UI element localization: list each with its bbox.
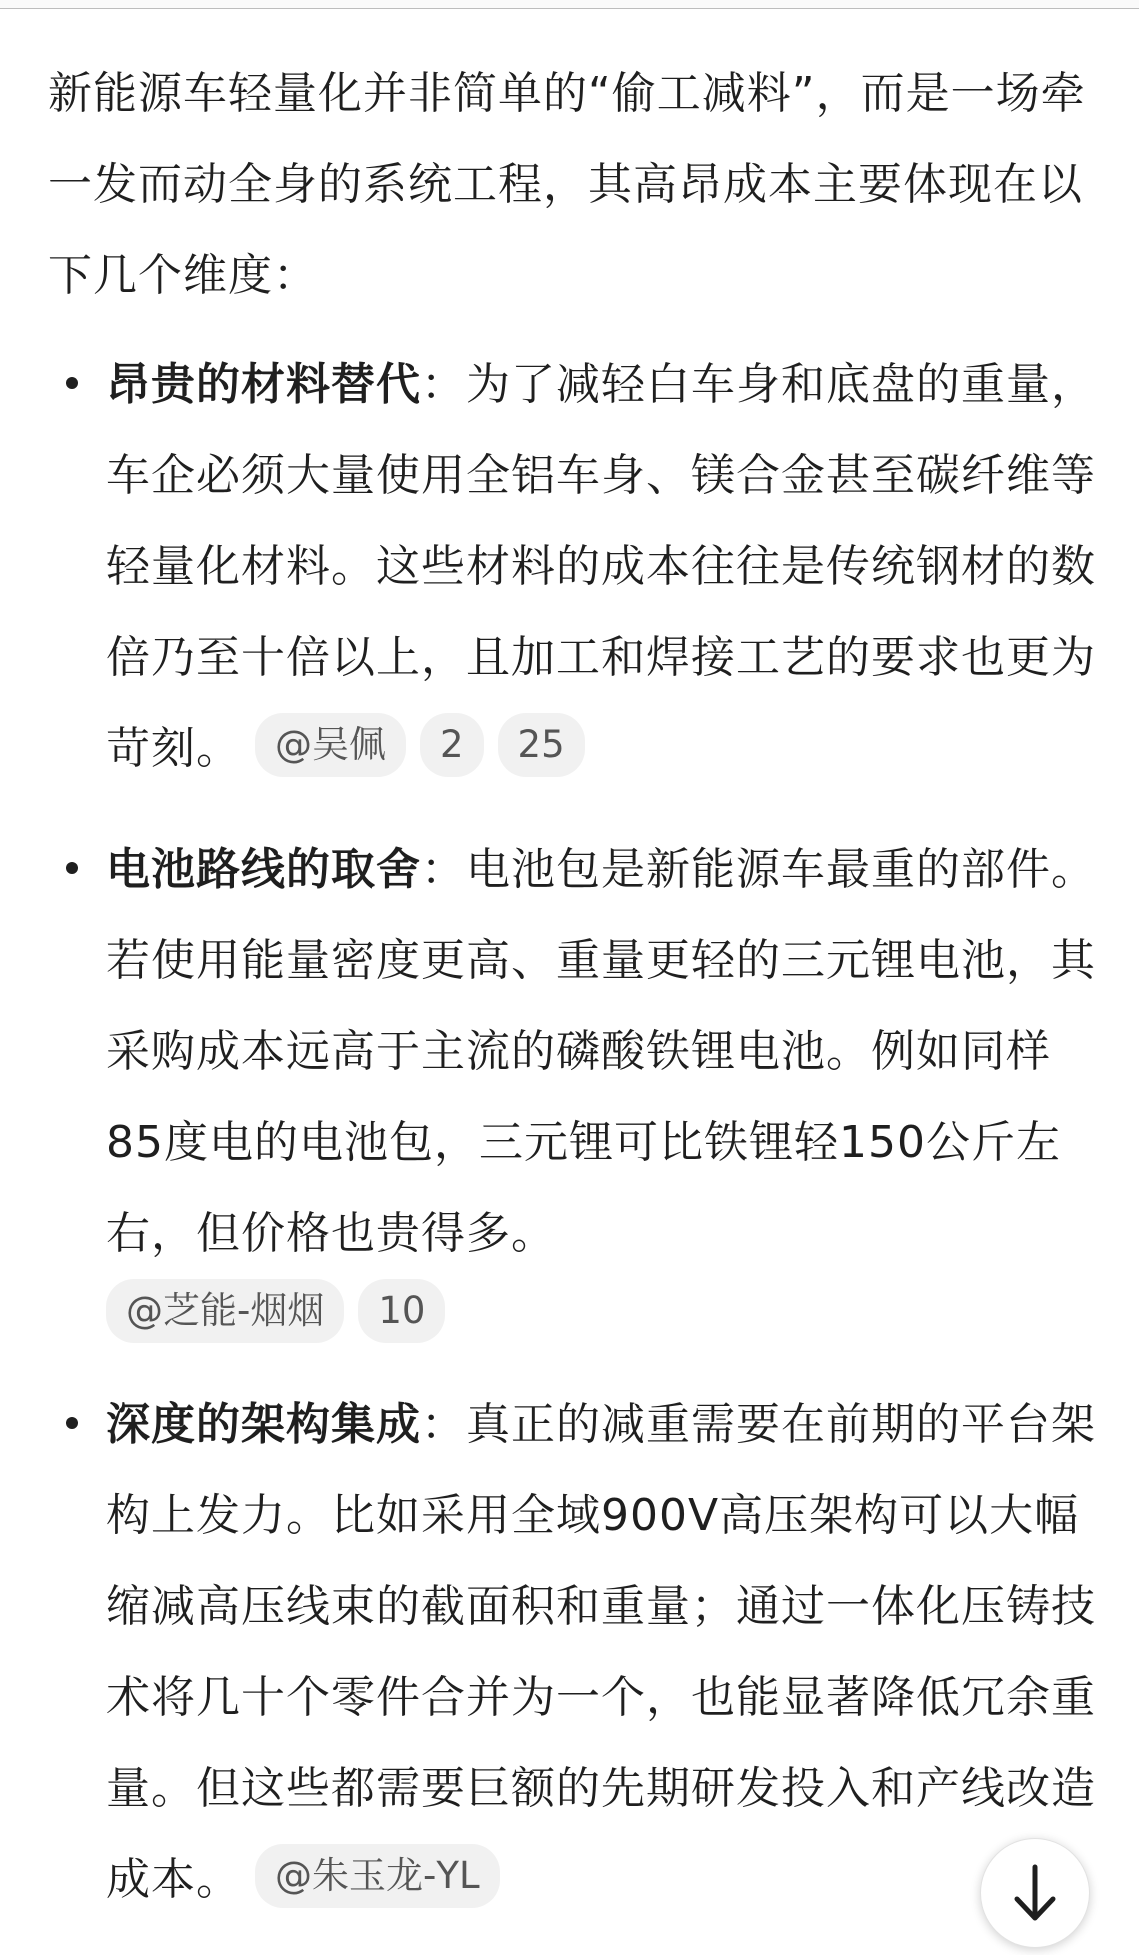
source-chip-ref[interactable]: 2 xyxy=(420,713,484,777)
bullet-body: 为了减轻白车身和底盘的重量，车企必须大量使用全铝车身、镁合金甚至碳纤维等轻量化材料。这些材料的成本往往是传统钢材的数倍乃至十倍以上，且加工和焊接工艺的要求也更为苛刻。 xyxy=(106,359,1096,774)
arrow-down-icon xyxy=(1011,1863,1059,1923)
bullet-body: 真正的减重需要在前期的平台架构上发力。比如采用全域900V高压架构可以大幅缩减高压线束的截面积和重量；通过一体化压铸技术将几十个零件合并为一个，也能显著降低冗余重量。但这些都需要巨额的先期研发投入和产线改造成本。 xyxy=(106,1399,1096,1905)
source-chip-row xyxy=(106,1285,1098,1349)
answer-content xyxy=(48,48,1098,1955)
bullet-paragraph xyxy=(106,1379,1098,1925)
intro-paragraph: 新能源车轻量化并非简单的“偷工减料”，而是一场牵一发而动全身的系统工程，其高昂成本主要体现在以下几个维度： xyxy=(48,68,1086,301)
bullet-item-battery xyxy=(48,824,1098,1349)
bullet-item-architecture xyxy=(48,1379,1098,1925)
source-chip-author[interactable]: @芝能-烟烟 xyxy=(106,1279,344,1343)
bullet-title: 昂贵的材料替代 xyxy=(106,359,421,410)
source-chip-ref[interactable]: 25 xyxy=(498,713,585,777)
title-separator: ： xyxy=(421,844,466,895)
bullet-list xyxy=(48,339,1098,1925)
bullet-body: 电池包是新能源车最重的部件。若使用能量密度更高、重量更轻的三元锂电池，其采购成本远高于主流的磷酸铁锂电池。例如同样85度电的电池包，三元锂可比铁锂轻150公斤左右，但价格也贵得多。 xyxy=(106,844,1096,1259)
bullet-paragraph xyxy=(106,339,1098,794)
bullet-dot xyxy=(66,377,78,389)
scroll-down-button[interactable] xyxy=(980,1838,1090,1948)
source-chip-ref[interactable]: 10 xyxy=(358,1279,445,1343)
bullet-title: 电池路线的取舍 xyxy=(106,844,421,895)
bullet-dot xyxy=(66,862,78,874)
top-divider xyxy=(0,0,1139,9)
title-separator: ： xyxy=(421,1399,466,1450)
bullet-item-materials xyxy=(48,339,1098,794)
bullet-title: 深度的架构集成 xyxy=(106,1399,421,1450)
bullet-dot xyxy=(66,1417,78,1429)
bullet-paragraph xyxy=(106,824,1098,1279)
title-separator: ： xyxy=(421,359,466,410)
source-chip-author[interactable]: @吴佩 xyxy=(255,713,406,777)
source-chip-author[interactable]: @朱玉龙-YL xyxy=(255,1844,500,1908)
